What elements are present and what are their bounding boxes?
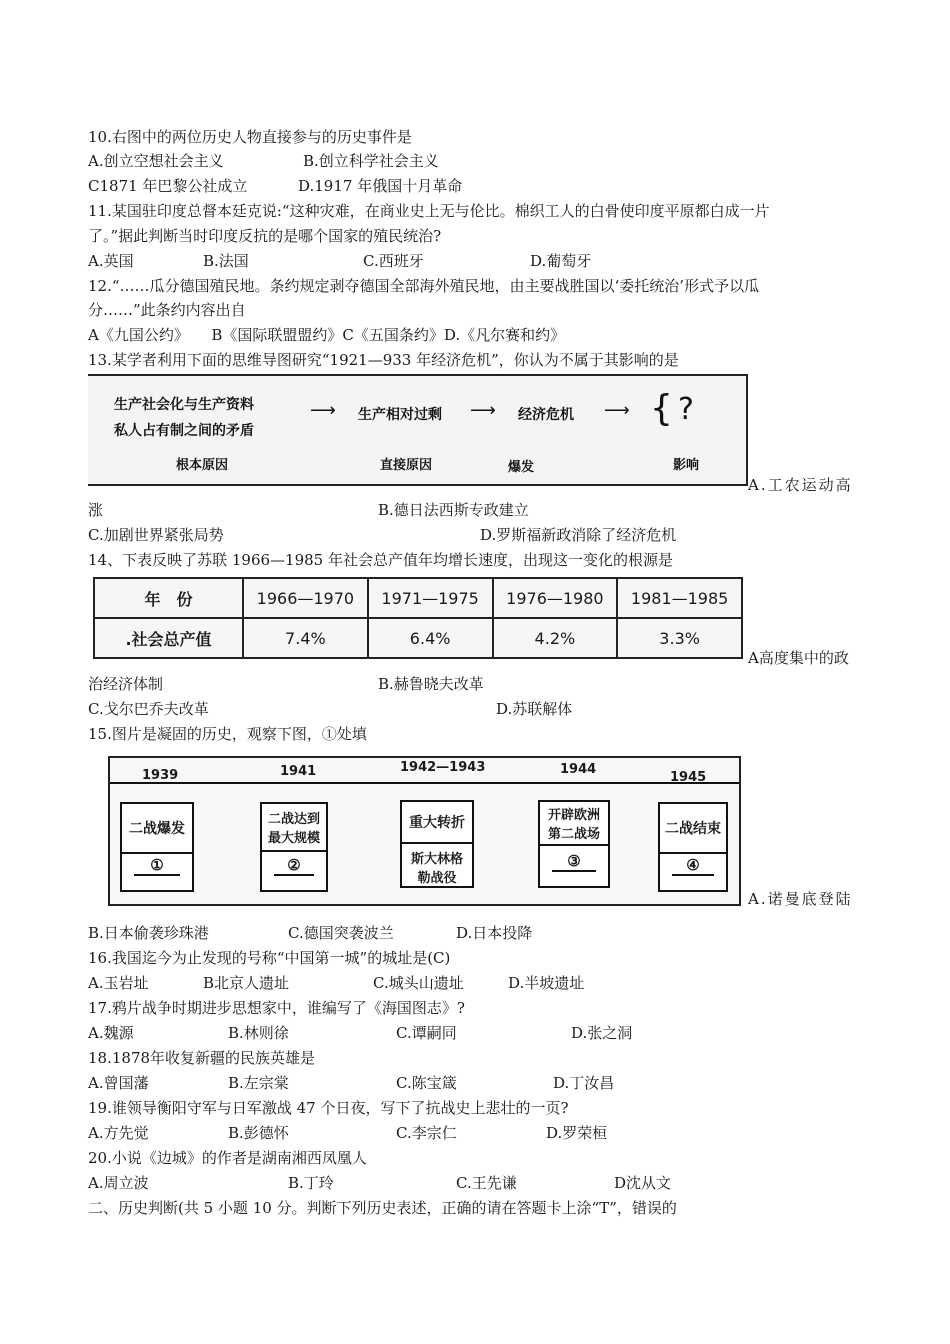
q18-option-b: B.左宗棠	[228, 1074, 289, 1092]
q12-stem-line2: 分……”此条约内容出自	[88, 301, 246, 319]
q20-option-b: B.丁玲	[288, 1174, 334, 1192]
q14-stem: 14、下表反映了苏联 1966—1985 年社会总产值年均增长速度，出现这一变化的根源是	[88, 551, 673, 569]
event-title: 二战结束	[660, 804, 726, 854]
table-cell-1966: 7.4%	[243, 618, 368, 658]
q14-option-a-part2: 治经济体制	[88, 675, 164, 693]
event-title: 开辟欧洲第二战场	[540, 802, 608, 846]
year-1939: 1939	[142, 768, 179, 783]
q16-option-b: B北京人遗址	[203, 974, 290, 992]
q10-stem: 10.右图中的两位历史人物直接参与的历史事件是	[88, 128, 412, 146]
blank-4: ④	[672, 856, 714, 876]
q15-stem: 15.图片是凝固的历史，观察下图，①处填	[88, 725, 367, 743]
event-title: 重大转折	[402, 802, 472, 844]
q11-option-d: D.葡萄牙	[530, 252, 592, 270]
arrow-icon: ⟶	[310, 400, 336, 421]
event-subtitle: 斯大林格勒战役	[410, 852, 463, 886]
q17-option-b: B.林则徐	[228, 1024, 289, 1042]
q19-option-c: C.李宗仁	[396, 1124, 457, 1142]
table-cell-1976: 4.2%	[493, 618, 618, 658]
q10-option-c: C1871 年巴黎公社成立	[88, 177, 248, 195]
year-1945: 1945	[670, 770, 707, 785]
q11-option-c: C.西班牙	[363, 252, 424, 270]
q19-option-b: B.彭德怀	[228, 1124, 289, 1142]
q16-option-a: A.玉岩址	[88, 974, 149, 992]
year-1944: 1944	[560, 762, 597, 777]
q16-stem: 16.我国迄今为止发现的号称“中国第一城”的城址是(C)	[88, 949, 451, 967]
q20-option-c: C.王先谦	[456, 1174, 517, 1192]
q14-option-a-part1: A高度集中的政	[748, 649, 849, 667]
label-root-cause: 根本原因	[176, 458, 229, 473]
q14-growth-table	[93, 577, 743, 659]
q18-option-c: C.陈宝箴	[396, 1074, 457, 1092]
q13-option-b: B.德日法西斯专政建立	[378, 501, 529, 519]
q20-stem: 20.小说《边城》的作者是湖南湘西凤凰人	[88, 1149, 367, 1167]
q19-option-d: D.罗荣桓	[546, 1124, 608, 1142]
label-impact: 影响	[673, 458, 700, 473]
brace-icon: {	[650, 388, 673, 429]
q12-options: A《九国公约》 B《国际联盟盟约》C《五国条约》D.《凡尔赛和约》	[88, 326, 566, 344]
root-cause-line1: 生产社会化与生产资料	[114, 397, 254, 413]
q17-option-a: A.魏源	[88, 1024, 134, 1042]
q20-option-a: A.周立波	[88, 1174, 149, 1192]
q11-stem-line2: 了。”据此判断当时印度反抗的是哪个国家的殖民统治?	[88, 227, 442, 245]
table-row-label: .社会总产值	[94, 618, 243, 658]
crisis-label: 经济危机	[518, 407, 574, 423]
event-box-1944	[538, 800, 610, 888]
question-mark: ?	[678, 392, 694, 427]
timeline-line	[110, 782, 739, 784]
event-box-1939	[120, 802, 194, 892]
arrow-icon: ⟶	[470, 400, 496, 421]
q15-option-c: C.德国突袭波兰	[288, 924, 394, 942]
root-cause-line2: 私人占有制之间的矛盾	[114, 423, 254, 439]
q13-stem: 13.某学者利用下面的思维导图研究“1921—933 年经济危机”，你认为不属于其影响的是	[88, 351, 679, 369]
q16-option-d: D.半坡遗址	[508, 974, 585, 992]
q20-option-d: D沈从文	[614, 1174, 672, 1192]
q15-option-d: D.日本投降	[456, 924, 533, 942]
table-header-1966: 1966—1970	[243, 578, 368, 618]
q15-option-a: A.诺曼底登陆	[748, 890, 853, 908]
q14-option-d: D.苏联解体	[496, 700, 573, 718]
q11-stem-line1: 11.某国驻印度总督本廷克说:“这种灾难，在商业史上无与伦比。棉织工人的白骨使印度平原都白成一片	[88, 202, 770, 220]
q15-timeline	[108, 756, 741, 906]
q19-option-a: A.方先觉	[88, 1124, 149, 1142]
label-direct-cause: 直接原因	[380, 458, 433, 473]
q13-option-c: C.加剧世界紧张局势	[88, 526, 224, 544]
year-1942-1943: 1942—1943	[400, 760, 486, 775]
q14-option-b: B.赫鲁晓夫改革	[378, 675, 484, 693]
event-title: 二战爆发	[122, 804, 192, 854]
q16-option-c: C.城头山遗址	[373, 974, 464, 992]
q10-option-a: A.创立空想社会主义	[88, 152, 224, 170]
q18-option-a: A.曾国藩	[88, 1074, 149, 1092]
q17-option-d: D.张之洞	[571, 1024, 633, 1042]
table-cell-1981: 3.3%	[617, 618, 742, 658]
q12-stem-line1: 12.“……瓜分德国殖民地。条约规定剥夺德国全部海外殖民地，由主要战胜国以‘委托统治’形式予以瓜	[88, 277, 760, 295]
table-header-1976: 1976—1980	[493, 578, 618, 618]
year-1941: 1941	[280, 764, 317, 779]
q10-option-b: B.创立科学社会主义	[303, 152, 439, 170]
table-header-year: 年 份	[94, 578, 243, 618]
q10-option-d: D.1917 年俄国十月革命	[298, 177, 463, 195]
blank-2: ②	[274, 856, 314, 876]
q19-stem: 19.谁领导衡阳守军与日军激战 47 个日夜，写下了抗战史上悲壮的一页?	[88, 1099, 569, 1117]
section-2-heading: 二、历史判断(共 5 小题 10 分。判断下列历史表述，正确的请在答题卡上涂“T”，错误的	[88, 1199, 677, 1217]
direct-cause: 生产相对过剩	[358, 407, 442, 423]
q13-mind-map	[88, 374, 748, 486]
event-box-1945	[658, 802, 728, 892]
label-outbreak: 爆发	[508, 460, 535, 475]
q13-option-d: D.罗斯福新政消除了经济危机	[480, 526, 677, 544]
q15-option-b: B.日本偷袭珍珠港	[88, 924, 209, 942]
event-box-1942	[400, 800, 474, 888]
table-header-1971: 1971—1975	[368, 578, 493, 618]
q18-option-d: D.丁汝昌	[553, 1074, 615, 1092]
q14-option-c: C.戈尔巴乔夫改革	[88, 700, 209, 718]
q11-option-b: B.法国	[203, 252, 249, 270]
q13-option-a-part2: 涨	[88, 501, 104, 519]
blank-3: ③	[552, 852, 596, 872]
q17-option-c: C.谭嗣同	[396, 1024, 457, 1042]
table-cell-1971: 6.4%	[368, 618, 493, 658]
q11-option-a: A.英国	[88, 252, 134, 270]
q18-stem: 18.1878年收复新疆的民族英雄是	[88, 1049, 316, 1067]
blank-1: ①	[134, 856, 180, 876]
event-box-1941	[260, 802, 328, 892]
event-title: 二战达到最大规模	[262, 804, 326, 852]
q13-option-a-part1: A.工农运动高	[748, 476, 853, 494]
table-header-1981: 1981—1985	[617, 578, 742, 618]
q17-stem: 17.鸦片战争时期进步思想家中，谁编写了《海国图志》?	[88, 999, 465, 1017]
arrow-icon: ⟶	[604, 400, 630, 421]
